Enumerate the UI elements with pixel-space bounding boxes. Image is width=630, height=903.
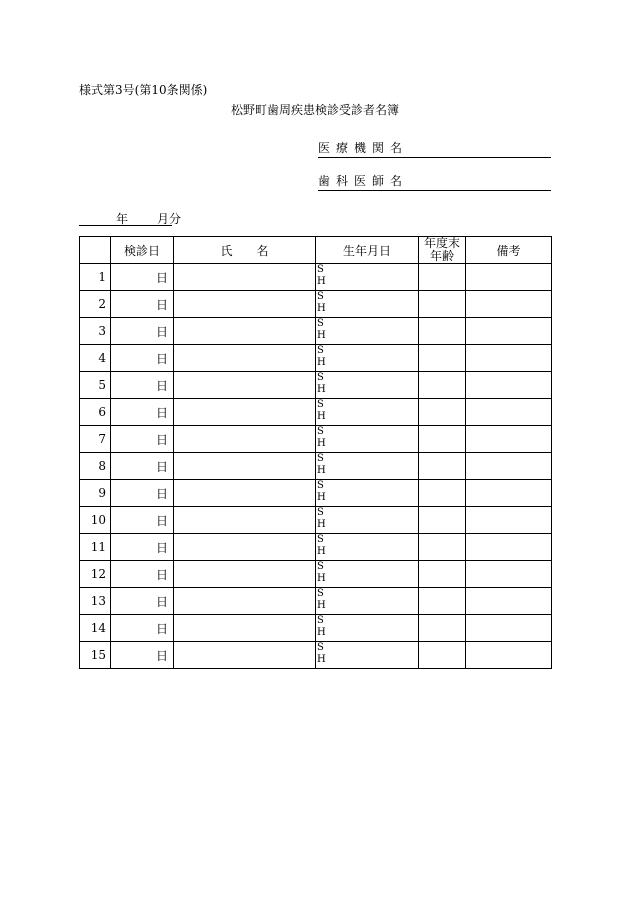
birthdate-cell[interactable] (316, 399, 419, 426)
name-cell[interactable] (174, 615, 316, 642)
name-cell[interactable] (174, 345, 316, 372)
table-row (80, 318, 552, 345)
era-showa: S (317, 264, 324, 275)
dentist-name-field[interactable] (318, 173, 551, 191)
table-row (80, 426, 552, 453)
row-number: 5 (80, 372, 111, 399)
remarks-cell[interactable] (466, 318, 552, 345)
table-row (80, 372, 552, 399)
age-cell[interactable] (419, 615, 466, 642)
header-age-line1: 年度末 (423, 236, 460, 250)
day-label: 日 (155, 378, 168, 393)
row-number: 3 (80, 318, 111, 345)
exam-date-cell[interactable] (111, 453, 174, 480)
exam-date-cell[interactable] (111, 588, 174, 615)
age-cell[interactable] (419, 642, 466, 669)
name-cell[interactable] (174, 318, 316, 345)
era-showa: S (317, 453, 324, 464)
examinee-table (79, 236, 552, 669)
name-cell[interactable] (174, 480, 316, 507)
era-heisei: H (317, 465, 326, 476)
era-showa: S (317, 426, 324, 437)
name-cell[interactable] (174, 372, 316, 399)
era-showa: S (317, 561, 324, 572)
remarks-cell[interactable] (466, 588, 552, 615)
era-heisei: H (317, 303, 326, 314)
day-label: 日 (155, 513, 168, 528)
remarks-cell[interactable] (466, 534, 552, 561)
row-number: 14 (80, 615, 111, 642)
birthdate-cell[interactable] (316, 453, 419, 480)
era-heisei: H (317, 600, 326, 611)
day-label: 日 (155, 405, 168, 420)
table-row (80, 453, 552, 480)
exam-date-cell[interactable] (111, 642, 174, 669)
era-showa: S (317, 588, 324, 599)
table-row (80, 480, 552, 507)
exam-date-cell[interactable] (111, 291, 174, 318)
remarks-cell[interactable] (466, 480, 552, 507)
header-age (419, 237, 466, 264)
age-cell[interactable] (419, 372, 466, 399)
name-cell[interactable] (174, 291, 316, 318)
era-heisei: H (317, 411, 326, 422)
era-heisei: H (317, 276, 326, 287)
page-title: 松野町歯周疾患検診受診者名簿 (230, 103, 399, 117)
header-birthdate: 生年月日 (316, 237, 419, 264)
era-showa: S (317, 534, 324, 545)
remarks-cell[interactable] (466, 507, 552, 534)
era-heisei: H (317, 654, 326, 665)
exam-date-cell[interactable] (111, 264, 174, 291)
birthdate-cell[interactable] (316, 480, 419, 507)
day-label: 日 (155, 351, 168, 366)
table-row (80, 588, 552, 615)
day-label: 日 (155, 540, 168, 555)
birthdate-cell[interactable] (316, 372, 419, 399)
era-showa: S (317, 507, 324, 518)
institution-name-field[interactable] (318, 140, 551, 158)
birthdate-cell[interactable] (316, 345, 419, 372)
day-label: 日 (155, 324, 168, 339)
form-number: 様式第3号(第10条関係) (79, 83, 208, 97)
birthdate-cell[interactable] (316, 615, 419, 642)
remarks-cell[interactable] (466, 615, 552, 642)
remarks-cell[interactable] (466, 453, 552, 480)
age-cell[interactable] (419, 480, 466, 507)
remarks-cell[interactable] (466, 372, 552, 399)
age-cell[interactable] (419, 345, 466, 372)
exam-date-cell[interactable] (111, 480, 174, 507)
row-number: 10 (80, 507, 111, 534)
era-heisei: H (317, 573, 326, 584)
day-label: 日 (155, 297, 168, 312)
day-label: 日 (155, 432, 168, 447)
row-number: 15 (80, 642, 111, 669)
row-number: 9 (80, 480, 111, 507)
era-showa: S (317, 345, 324, 356)
age-cell[interactable] (419, 453, 466, 480)
day-label: 日 (155, 648, 168, 663)
header-age-line2: 年齢 (429, 249, 454, 263)
name-cell[interactable] (174, 534, 316, 561)
year-label: 年 (116, 212, 129, 226)
birthdate-cell[interactable] (316, 642, 419, 669)
age-cell[interactable] (419, 534, 466, 561)
age-cell[interactable] (419, 507, 466, 534)
exam-date-cell[interactable] (111, 318, 174, 345)
row-number: 4 (80, 345, 111, 372)
remarks-cell[interactable] (466, 642, 552, 669)
era-showa: S (317, 642, 324, 653)
era-showa: S (317, 291, 324, 302)
table-row (80, 561, 552, 588)
row-number: 2 (80, 291, 111, 318)
birthdate-cell[interactable] (316, 534, 419, 561)
age-cell[interactable] (419, 291, 466, 318)
age-cell[interactable] (419, 264, 466, 291)
era-heisei: H (317, 492, 326, 503)
remarks-cell[interactable] (466, 561, 552, 588)
era-heisei: H (317, 330, 326, 341)
birthdate-cell[interactable] (316, 507, 419, 534)
age-cell[interactable] (419, 588, 466, 615)
era-showa: S (317, 615, 324, 626)
table-row (80, 291, 552, 318)
era-heisei: H (317, 627, 326, 638)
day-label: 日 (155, 459, 168, 474)
row-number: 12 (80, 561, 111, 588)
table-header-row (80, 237, 552, 264)
exam-date-cell[interactable] (111, 426, 174, 453)
institution-name-label: 医療機関名 (318, 141, 409, 155)
era-heisei: H (317, 546, 326, 557)
exam-date-cell[interactable] (111, 615, 174, 642)
remarks-cell[interactable] (466, 399, 552, 426)
birthdate-cell[interactable] (316, 264, 419, 291)
birthdate-cell[interactable] (316, 561, 419, 588)
era-heisei: H (317, 519, 326, 530)
age-cell[interactable] (419, 561, 466, 588)
name-cell[interactable] (174, 588, 316, 615)
day-label: 日 (155, 270, 168, 285)
exam-date-cell[interactable] (111, 561, 174, 588)
remarks-cell[interactable] (466, 426, 552, 453)
era-heisei: H (317, 438, 326, 449)
name-cell[interactable] (174, 264, 316, 291)
day-label: 日 (155, 621, 168, 636)
age-cell[interactable] (419, 318, 466, 345)
exam-date-cell[interactable] (111, 399, 174, 426)
table-row (80, 399, 552, 426)
birthdate-cell[interactable] (316, 588, 419, 615)
day-label: 日 (155, 567, 168, 582)
dentist-name-label: 歯科医師名 (318, 174, 409, 188)
exam-date-cell[interactable] (111, 372, 174, 399)
day-label: 日 (155, 594, 168, 609)
remarks-cell[interactable] (466, 264, 552, 291)
row-number: 6 (80, 399, 111, 426)
exam-date-cell[interactable] (111, 345, 174, 372)
birthdate-cell[interactable] (316, 291, 419, 318)
table-row (80, 507, 552, 534)
age-cell[interactable] (419, 399, 466, 426)
name-cell[interactable] (174, 399, 316, 426)
birthdate-cell[interactable] (316, 426, 419, 453)
name-cell[interactable] (174, 561, 316, 588)
table-row (80, 264, 552, 291)
table-row (80, 642, 552, 669)
table-row (80, 345, 552, 372)
name-cell[interactable] (174, 642, 316, 669)
era-showa: S (317, 318, 324, 329)
header-remarks: 備考 (466, 237, 552, 264)
table-row (80, 615, 552, 642)
day-label: 日 (155, 486, 168, 501)
name-cell[interactable] (174, 426, 316, 453)
header-exam-date: 検診日 (111, 237, 174, 264)
exam-date-cell[interactable] (111, 507, 174, 534)
birthdate-cell[interactable] (316, 318, 419, 345)
name-cell[interactable] (174, 507, 316, 534)
era-showa: S (317, 480, 324, 491)
remarks-cell[interactable] (466, 291, 552, 318)
era-showa: S (317, 372, 324, 383)
row-number: 8 (80, 453, 111, 480)
row-number: 11 (80, 534, 111, 561)
exam-date-cell[interactable] (111, 534, 174, 561)
header-name: 氏 名 (174, 237, 316, 264)
year-month-field[interactable] (79, 210, 199, 226)
remarks-cell[interactable] (466, 345, 552, 372)
era-heisei: H (317, 384, 326, 395)
age-cell[interactable] (419, 426, 466, 453)
header-number (80, 237, 111, 264)
row-number: 1 (80, 264, 111, 291)
name-cell[interactable] (174, 453, 316, 480)
row-number: 13 (80, 588, 111, 615)
row-number: 7 (80, 426, 111, 453)
table-row (80, 534, 552, 561)
era-showa: S (317, 399, 324, 410)
month-label: 月分 (157, 212, 182, 226)
era-heisei: H (317, 357, 326, 368)
